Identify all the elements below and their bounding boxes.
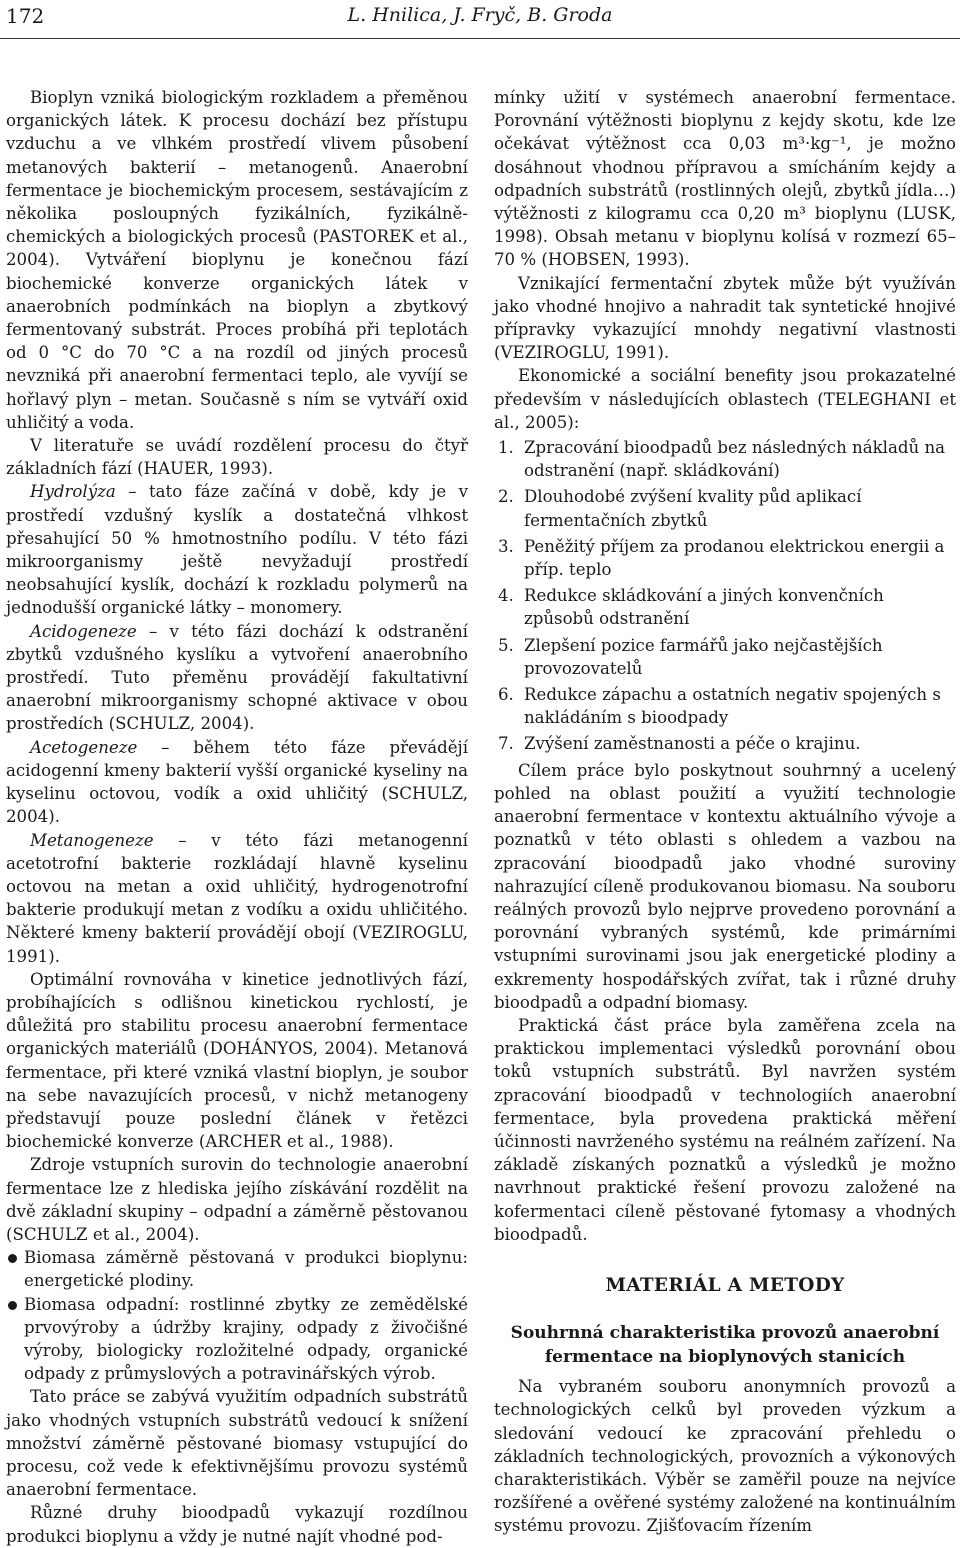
right-column: [494, 86, 956, 1538]
list-text: Zlepšení pozice farmářů jako nejčastějších provozovatelů: [524, 635, 883, 678]
paragraph: Tato práce se zabývá využitím odpadních substrátů jako vhodných vstupních substrátů vedoucí k snížení množství záměrně pěstované biomasy vstupující do procesu, což vede k efektivnějšímu provozu systémů anaerobní fermentace.: [6, 1387, 468, 1500]
paragraph: mínky užití v systémech anaerobní fermentace. Porovnání výtěžnosti bioplynu z kejdy skotu, kde lze očekávat výtěžnost cca 0,03 m³·kg⁻¹, je možno dosáhnout vhodnou přípravou a smícháním kejdy a odpadních substrátů (rostlinných olejů, zbytků jídla…) výtěžnosti z kilogramu cca 0,20 m³ bioplynu (LUSK, 1998). Obsah metanu v bioplynu kolísá v rozmezí 65–70 % (HOBSEN, 1993).: [494, 88, 956, 270]
paragraph-text: – během této fáze převádějí acidogenní kmeny bakterií vyšší organické kyseliny na kyselinu octovou, vodík a oxid uhličitý (SCHULZ, 2004).: [6, 737, 468, 827]
list-text: Zvýšení zaměstnanosti a péče o krajinu.: [524, 734, 861, 754]
bullet-item: Biomasa odpadní: rostlinné zbytky ze zemědělské prvovýroby a údržby krajiny, odpady z živočišné výroby, biologicky rozložitelné odpady, organické odpady z průmyslových a potravinářských výrob.: [6, 1293, 468, 1386]
list-item: [494, 732, 956, 755]
list-number: 3.: [498, 536, 514, 556]
list-number: 1.: [498, 438, 514, 458]
list-number: 5.: [498, 635, 514, 655]
list-text: Peněžitý příjem za prodanou elektrickou energii a příp. teplo: [524, 536, 945, 580]
list-item: [494, 634, 956, 680]
paragraph: Optimální rovnováha v kinetice jednotlivých fází, probíhajících s odlišnou kinetickou rychlostí, je důležitá pro stabilitu procesu anaerobní fermentace organických materiálů (DOHÁNYOS, 2004). Metanová fermentace, při které vzniká vlastní bioplyn, je soubor na sebe navazujících procesů, v nichž metanogeny představují pouze poslední článek v řetězci biochemické konverze (ARCHER et al., 1988).: [6, 969, 468, 1152]
list-text: Redukce skládkování a jiných konvenčních způsobů odstranění: [524, 586, 884, 629]
paragraph: Ekonomické a sociální benefity jsou prokazatelné především v následujících oblastech (TELEGHANI et al., 2005):: [494, 366, 956, 432]
list-item: [494, 683, 956, 729]
paragraph: Bioplyn vzniká biologickým rozkladem a přeměnou organických látek. K procesu dochází bez přístupu vzduchu a ve vlhkém prostředí vlivem působení metanových bakterií – metanogenů. Anaerobní fermentace je biochemickým procesem, sestávajícím z několika posloupných fyzikálních, fyzikálně-chemických a biologických procesů (PASTOREK et al., 2004). Vytváření bioplynu je konečnou fází biochemické konverze organických látek v anaerobních podmínkách na bioplyn a zbytkový fermentovaný substrát. Proces probíhá při teplotách od 0 °C do 70 °C a na rozdíl od jiných procesů nevzniká při anaerobní fermentaci teplo, ale vyvíjí se hořlavý plyn – metan. Současně s ním se vytváří oxid uhličitý a voda.: [6, 88, 468, 432]
list-number: 6.: [498, 685, 514, 705]
list-item: [494, 485, 956, 531]
phase-paragraph-acidogenesis: [6, 620, 468, 736]
list-item: [494, 436, 956, 482]
term-acetogenesis: Acetogeneze: [30, 737, 138, 757]
list-text: Dlouhodobé zvýšení kvality půd aplikací fermentačních zbytků: [524, 487, 862, 530]
phase-paragraph-acetogenesis: [6, 736, 468, 829]
list-number: 7.: [498, 734, 514, 754]
paragraph: Na vybraném souboru anonymních provozů a technologických celků byl proveden výzkum a sledování vedoucí ke zpracování přehledu o základních technologických, provozních a výkonových charakteristikách. Výběr se zaměřil pouze na nejvíce rozšířené a ověřené systémy založené na kontinuálním systému provozu. Zjišťovacím řízením: [494, 1377, 956, 1536]
page-number: 172: [6, 4, 45, 28]
page-header: [0, 0, 960, 40]
list-number: 4.: [498, 586, 514, 606]
paragraph: Cílem práce bylo poskytnout souhrnný a ucelený pohled na oblast použití a využití technologie anaerobní fermentace v kontextu aktuálního vývoje a poznatků v této oblasti s ohledem a vazbou na zpracování bioodpadů jako vhodné suroviny nahrazující cíleně produkovanou biomasu. Na souboru reálných provozů bylo nejprve provedeno porovnání a porovnání vybraných systémů, kde primárními vstupními surovinami jsou jak energetické plodiny a exkrementy hospodářských zvířat, tak i různé druhy bioodpadů a odpadní biomasy.: [494, 760, 956, 1012]
list-text: Zpracování bioodpadů bez následných nákladů na odstranění (např. skládkování): [524, 438, 946, 481]
term-methanogenesis: Metanogeneze: [30, 830, 154, 850]
term-acidogenesis: Acidogeneze: [30, 621, 137, 641]
bullet-item: Biomasa záměrně pěstovaná v produkci bioplynu: energetické plodiny.: [6, 1246, 468, 1292]
paragraph: V literatuře se uvádí rozdělení procesu do čtyř základních fází (HAUER, 1993).: [6, 436, 468, 479]
phase-paragraph-methanogenesis: [6, 829, 468, 968]
paragraph-text: – v této fázi metanogenní acetotrofní bakterie rozkládají hlavně kyselinu octovou na metan a oxid uhličitý, hydrogenotrofní bakterie produkují metan z vodíku a oxidu uhličitého. Některé kmeny bakterií provádějí obojí (VEZIROGLU, 1991).: [6, 830, 468, 966]
term-hydrolysis: Hydrolýza: [30, 482, 116, 502]
list-item: [494, 535, 956, 581]
paragraph: Zdroje vstupních surovin do technologie anaerobní fermentace lze z hlediska jejího získávání rozdělit na dvě základní skupiny – odpadní a záměrně pěstovanou (SCHULZ et al., 2004).: [6, 1155, 468, 1244]
section-title: MATERIÁL A METODY: [605, 1274, 845, 1296]
list-text: Redukce zápachu a ostatních negativ spojených s nakládáním s bioodpady: [524, 685, 941, 728]
benefits-list: [494, 436, 956, 756]
left-column: [6, 86, 468, 1548]
paragraph: Vznikající fermentační zbytek může být využíván jako vhodné hnojivo a nahradit tak syntetické hnojivé přípravky vykazující mnohdy negativní vlastnosti (VEZIROGLU, 1991).: [494, 273, 956, 363]
header-rule: [0, 38, 960, 39]
phase-paragraph-hydrolysis: [6, 480, 468, 619]
running-head: L. Hnilica, J. Fryč, B. Groda: [347, 4, 613, 26]
list-item: [494, 584, 956, 630]
paragraph: Různé druhy bioodpadů vykazují rozdílnou produkci bioplynu a vždy je nutné najít vhodné pod-: [6, 1503, 468, 1546]
paragraph-text: – tato fáze začíná v době, kdy je v prostředí vzdušný kyslík a dostatečná vlhkost přesahující 50 % hmotnostního podílu. V této fázi mikroorganismy ještě nevyžadují prostředí neobsahující kyslík, dochází k rozkladu polymerů na jednodušší organické látky – monomery.: [6, 482, 468, 618]
subsection-title: Souhrnná charakteristika provozů anaerobní fermentace na bioplynových stanicích: [510, 1323, 940, 1368]
paragraph-text: – v této fázi dochází k odstranění zbytků vzdušného kyslíku a vytvoření anaerobního prostředí. Tuto přeměnu provádějí fakultativní anaerobní mikroorganismy schopné aktivace v obou prostředích (SCHULZ, 2004).: [6, 621, 468, 734]
paragraph: Praktická část práce byla zaměřena zcela na praktickou implementaci výsledků porovnání obou toků vstupních substrátů. Byl navržen systém zpracování bioodpadů v technologiích anaerobní fermentace, byla provedena praktická měření účinnosti navrženého systému na reálném zařízení. Na základě získaných poznatků a výsledků je možno navrhnout praktické řešení provozu založené na kofermentaci cíleně pěstované fytomasy a vhodných bioodpadů.: [494, 1015, 956, 1244]
list-number: 2.: [498, 487, 514, 507]
